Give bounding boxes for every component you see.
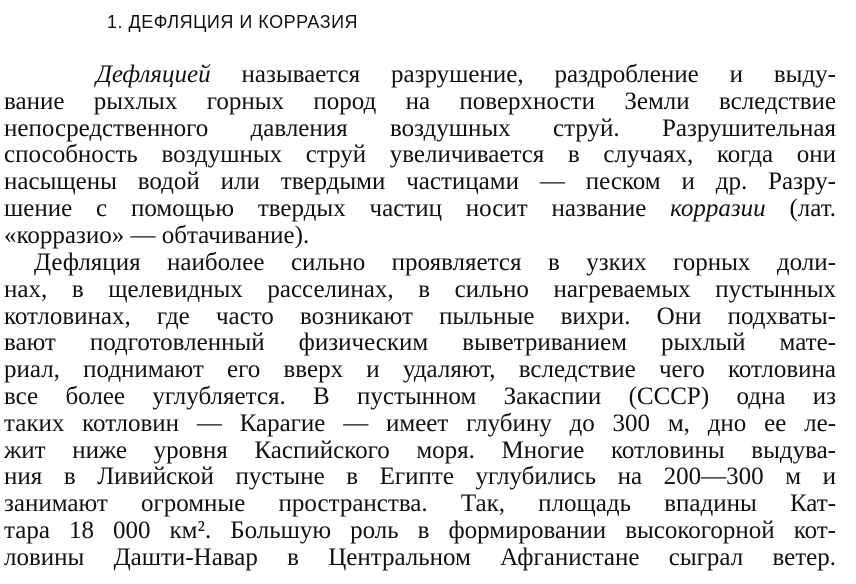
text-line: таких котловин — Карагие — имеет глубину до 300 м, дно ее ле-: [4, 409, 836, 437]
text-line: риал, поднимают его вверх и удаляют, вследствие чего котловина: [4, 356, 836, 384]
text-line: непосредственного давления воздушных струй. Разрушительная: [4, 114, 836, 142]
text-line: вание рыхлых горных пород на поверхности Земли вследствие: [4, 87, 836, 115]
text-line: занимают огромные пространства. Так, площадь впадины Кат-: [4, 490, 836, 518]
text-line: тара 18 000 км². Большую роль в формировании высокогорной кот-: [4, 516, 836, 544]
paragraph-deflation-examples: [4, 250, 836, 572]
text-line: ловины Дашти-Навар в Центральном Афганистане сыграл ветер.: [4, 543, 836, 571]
italic-term-deflation: Дефляцией: [96, 61, 211, 88]
text-line: нах, в щелевидных расселинах, в сильно нагреваемых пустынных: [4, 275, 836, 303]
text-line: жит ниже уровня Каспийского моря. Многие котловины выдува-: [4, 436, 836, 464]
text-line: вают подготовленный физическим выветриванием рыхлый мате-: [4, 329, 836, 357]
text-line: насыщены водой или твердыми частицами — песком и др. Разру-: [4, 168, 836, 196]
text-line: котловинах, где часто возникают пыльные вихри. Они подхваты-: [4, 302, 836, 330]
text-line: все более углубляется. В пустынном Закаспии (СССР) одна из: [4, 382, 836, 410]
text-line: [4, 196, 836, 223]
text-line: Дефляция наиболее сильно проявляется в узких горных доли-: [34, 249, 836, 276]
section-heading: 1. ДЕФЛЯЦИЯ И КОРРАЗИЯ: [107, 12, 359, 32]
text-line: [4, 62, 836, 89]
text-line: «корразио» — обтачивание).: [4, 221, 310, 249]
text-fragment: шение с помощью твердых частиц носит название: [4, 194, 671, 222]
text-line: способность воздушных струй увеличивается в случаях, когда они: [4, 141, 836, 169]
text-fragment: называется разрушение, раздробление и выду-: [210, 61, 836, 88]
italic-term-corrasion: корразии: [670, 194, 766, 222]
text-line: ния в Ливийской пустыне в Египте углубились на 200—300 м и: [4, 463, 836, 491]
paragraph-deflation-definition: [4, 62, 836, 250]
text-fragment: (лат.: [765, 194, 836, 222]
